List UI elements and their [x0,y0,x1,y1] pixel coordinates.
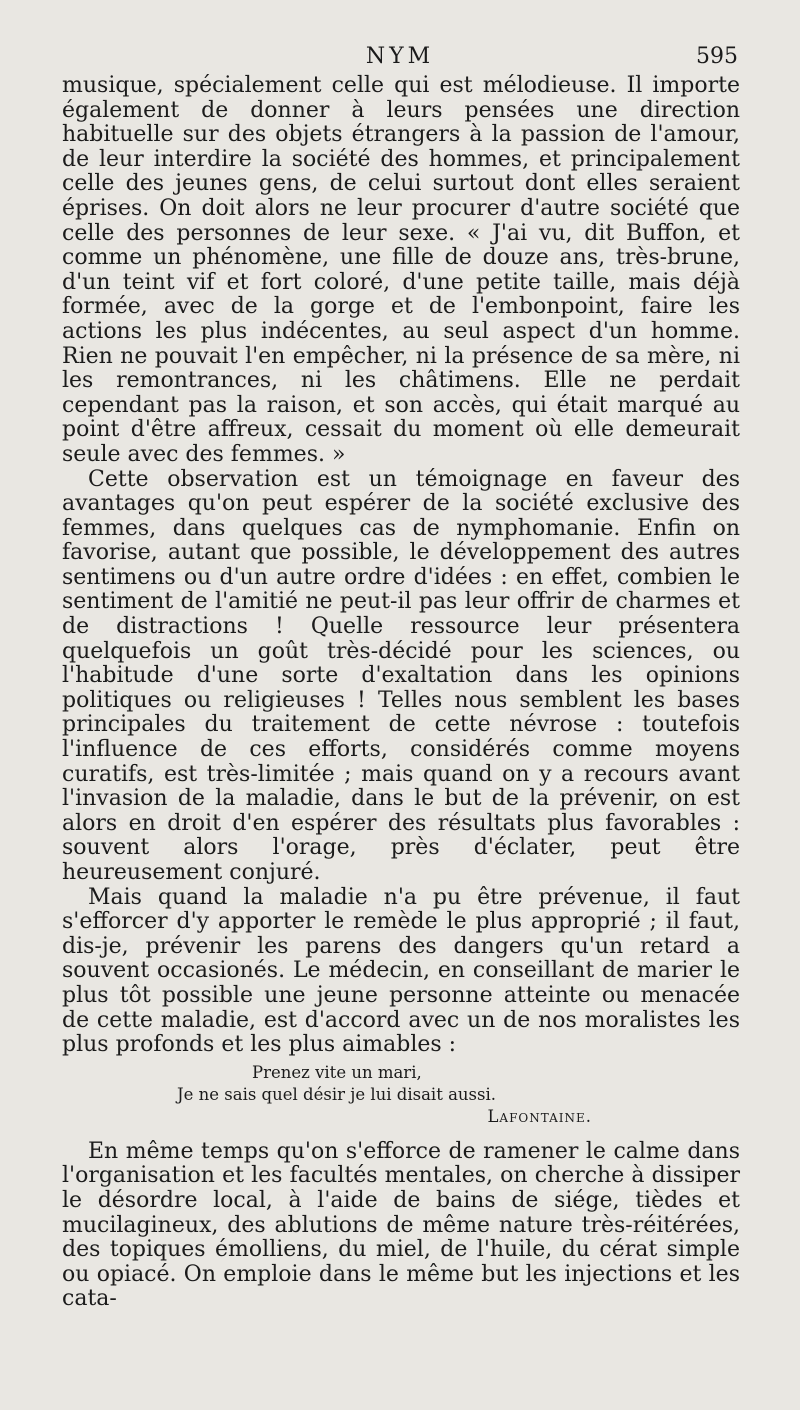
paragraph-4: En même temps qu'on s'efforce de ramener le calme dans l'organisation et les facultés mentales, on cherche à dissiper le désordre local, à l'aide de bains de siége, tièdes et mucilagineux, des ablutions de même nature très-réitérées, des topiques émolliens, du miel, de l'huile, du cérat simple ou opiacé. On emploie dans le même but les injections et les cata- [62,1138,740,1312]
paragraph-2: Cette observation est un témoignage en faveur des avantages qu'on peut espérer de la société exclusive des femmes, dans quelques cas de nymphomanie. Enfin on favorise, autant que possible, le développement des autres sentimens ou d'un autre ordre d'idées : en effet, combien le sentiment de l'amitié ne peut-il pas leur offrir de charmes et de distractions ! Quelle ressource leur présentera quelquefois un goût très-décidé pour les sciences, ou l'habitude d'une sorte d'exaltation dans les opinions politiques ou religieuses ! Telles nous semblent les bases principales du traitement de cette névrose : toutefois l'influence de ces efforts, considérés comme moyens curatifs, est très-limitée ; mais quand on y a recours avant l'invasion de la maladie, dans le but de la prévenir, on est alors en droit d'en espérer des résultats plus favorables : souvent alors l'orage, près d'éclater, peut être heureusement conjuré. [62,466,740,885]
verse-line-1: Prenez vite un mari, [252,1062,422,1082]
verse-author: Lafontaine. [487,1106,592,1126]
paragraph-1: musique, spécialement celle qui est mélodieuse. Il importe également de donner à leurs pensées une direction habituelle sur des objets étrangers à la passion de l'amour, de leur interdire la société des hommes, et principalement celle des jeunes gens, de celui surtout dont elles seraient éprises. On doit alors ne leur procurer d'autre société que celle des personnes de leur sexe. « J'ai vu, dit Buffon, et comme un phénomène, une fille de douze ans, très-brune, d'un teint vif et fort coloré, d'une petite taille, mais déjà formée, avec de la gorge et de l'embonpoint, faire les actions les plus indécentes, au seul aspect d'un homme. Rien ne pouvait l'en empêcher, ni la présence de sa mère, ni les remontrances, ni les châtimens. Elle ne perdait cependant pas la raison, et son accès, qui était marqué au point d'être affreux, cessait du moment où elle demeurait seule avec des femmes. » [62,73,740,467]
paragraph-3: Mais quand la maladie n'a pu être prévenue, il faut s'efforcer d'y apporter le remède le plus approprié ; il faut, dis-je, prévenir les parens des dangers qu'un retard a souvent occasionés. Le médecin, en conseillant de marier le plus tôt possible une jeune personne atteinte ou menacée de cette maladie, est d'accord avec un de nos moralistes les plus profonds et les plus aimables : [62,884,740,1058]
verse-line-2: Je ne sais quel désir je lui disait aussi. [177,1084,497,1104]
body-text [62,74,740,1312]
verse-quote [62,1062,740,1128]
page-number: 595 [696,44,738,69]
running-head: NYM [365,44,435,69]
